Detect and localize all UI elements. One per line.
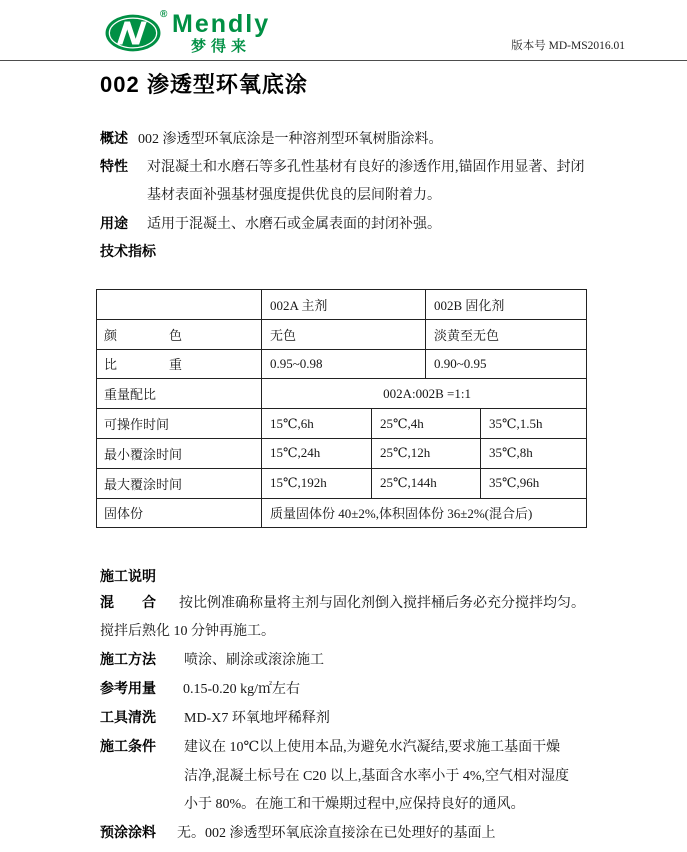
spec-cell	[97, 290, 262, 320]
version-label: 版本号 MD-MS2016.01	[511, 40, 625, 52]
spec-row	[97, 349, 587, 379]
features-line-2: 基材表面补强基材强度提供优良的层间附着力。	[147, 188, 441, 203]
spec-cell: 质量固体份 40±2%,体积固体份 36±2%(混合后)	[262, 498, 587, 528]
spec-cell: 002A 主剂	[262, 290, 426, 320]
spec-cell: 35℃,96h	[481, 468, 587, 498]
spec-row	[97, 379, 587, 409]
dosage-label: 参考用量	[100, 680, 156, 696]
conditions-line-2: 洁净,混凝土标号在 C20 以上,基面含水率小于 4%,空气相对湿度	[184, 769, 569, 784]
conditions-line-3: 小于 80%。在施工和干燥期过程中,应保持良好的通风。	[184, 797, 525, 812]
spec-cell: 15℃,24h	[262, 438, 372, 468]
spec-cell: 重量配比	[97, 379, 262, 409]
precoat-text: 无。002 渗透型环氧底涂直接涂在已处理好的基面上	[177, 826, 496, 841]
spec-cell: 可操作时间	[97, 409, 262, 439]
dosage-text: 0.15-0.20 kg/㎡左右	[183, 682, 301, 697]
mixing-text: 按比例准确称量将主剂与固化剂倒入搅拌桶后务必充分搅拌均匀。	[179, 596, 585, 611]
spec-cell: 15℃,6h	[262, 409, 372, 439]
brand-name: Mendly	[172, 10, 271, 38]
page-title: 002 渗透型环氧底涂	[100, 72, 308, 97]
spec-cell: 35℃,1.5h	[481, 409, 587, 439]
mixing-continuation: 搅拌后熟化 10 分钟再施工。	[100, 624, 275, 639]
mendly-logo-icon	[104, 13, 162, 53]
spec-cell: 35℃,8h	[481, 438, 587, 468]
usage-label: 用途	[100, 215, 128, 231]
conditions-label: 施工条件	[100, 738, 156, 754]
spec-cell: 最小覆涂时间	[97, 438, 262, 468]
spec-cell: 比 重	[97, 349, 262, 379]
spec-cell: 002B 固化剂	[426, 290, 587, 320]
features-label: 特性	[100, 158, 128, 174]
spec-cell: 25℃,4h	[372, 409, 481, 439]
mixing-label: 混 合	[100, 594, 156, 610]
spec-table	[96, 289, 587, 528]
spec-row	[97, 319, 587, 349]
spec-cell: 最大覆涂时间	[97, 468, 262, 498]
spec-cell: 25℃,12h	[372, 438, 481, 468]
cleaning-text: MD-X7 环氧地坪稀释剂	[184, 711, 330, 726]
spec-cell: 淡黄至无色	[426, 319, 587, 349]
spec-cell: 固体份	[97, 498, 262, 528]
registered-mark-icon: ®	[160, 9, 168, 20]
spec-row	[97, 290, 587, 320]
spec-row	[97, 498, 587, 528]
construction-heading: 施工说明	[100, 568, 156, 584]
spec-cell: 15℃,192h	[262, 468, 372, 498]
spec-row	[97, 468, 587, 498]
spec-table-body	[97, 290, 587, 528]
spec-cell: 0.90~0.95	[426, 349, 587, 379]
precoat-label: 预涂涂料	[100, 824, 156, 840]
spec-cell: 0.95~0.98	[262, 349, 426, 379]
method-label: 施工方法	[100, 651, 156, 667]
overview-text: 002 渗透型环氧底涂是一种溶剂型环氧树脂涂料。	[138, 132, 443, 147]
spec-row	[97, 409, 587, 439]
overview-label: 概述	[100, 130, 128, 146]
spec-cell: 颜 色	[97, 319, 262, 349]
spec-cell: 无色	[262, 319, 426, 349]
usage-text: 适用于混凝土、水磨石或金属表面的封闭补强。	[147, 217, 441, 232]
spec-cell: 002A:002B =1:1	[262, 379, 587, 409]
spec-row	[97, 438, 587, 468]
brand-name-cn: 梦得来	[191, 38, 252, 55]
cleaning-label: 工具清洗	[100, 709, 156, 725]
method-text: 喷涂、刷涂或滚涂施工	[184, 653, 324, 668]
tech-specs-heading: 技术指标	[100, 243, 156, 259]
spec-cell: 25℃,144h	[372, 468, 481, 498]
conditions-line-1: 建议在 10℃以上使用本品,为避免水汽凝结,要求施工基面干燥	[184, 740, 561, 755]
header-rule	[0, 60, 687, 61]
features-line-1: 对混凝土和水磨石等多孔性基材有良好的渗透作用,锚固作用显著、封闭	[147, 160, 585, 175]
